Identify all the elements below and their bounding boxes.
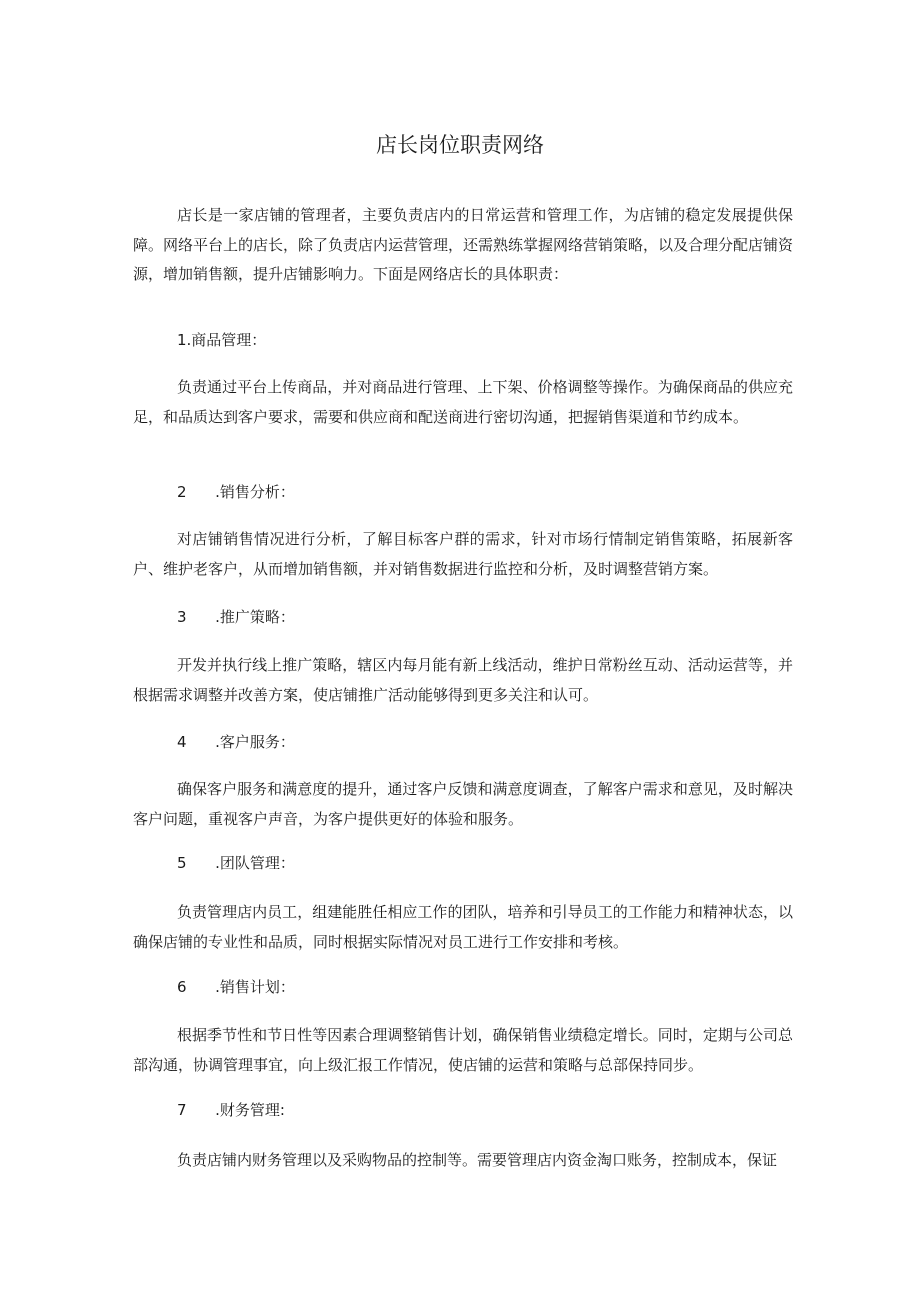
section-body-6: 根据季节性和节日性等因素合理调整销售计划，确保销售业绩稳定增长。同时，定期与公司总部沟通，协调管理事宜，向上级汇报工作情况，使店铺的运营和策略与总部保持同步。 <box>133 1026 793 1074</box>
section-heading-6: 6 .销售计划： <box>177 978 295 996</box>
section-heading-2: 2 .销售分析： <box>177 483 295 501</box>
section-body-1: 负责通过平台上传商品，并对商品进行管理、上下架、价格调整等操作。为确保商品的供应充足，和品质达到客户要求，需要和供应商和配送商进行密切沟通，把握销售渠道和节约成本。 <box>133 378 793 426</box>
intro-paragraph: 店长是一家店铺的管理者，主要负责店内的日常运营和管理工作，为店铺的稳定发展提供保障。网络平台上的店长，除了负责店内运营管理，还需熟练掌握网络营销策略，以及合理分配店铺资源，增加销售额，提升店铺影响力。下面是网络店长的具体职责： <box>133 206 794 283</box>
section-body-5: 负责管理店内员工，组建能胜任相应工作的团队，培养和引导员工的工作能力和精神状态，以确保店铺的专业性和品质，同时根据实际情况对员工进行工作安排和考核。 <box>133 903 793 951</box>
document-title: 店长岗位职责网络 <box>376 133 544 157</box>
section-body-2: 对店铺销售情况进行分析，了解目标客户群的需求，针对市场行情制定销售策略，拓展新客户、维护老客户，从而增加销售额，并对销售数据进行监控和分析，及时调整营销方案。 <box>133 530 793 578</box>
section-heading-5: 5 .团队管理： <box>177 854 295 872</box>
section-body-3: 开发并执行线上推广策略，辖区内每月能有新上线活动，维护日常粉丝互动、活动运营等，并根据需求调整并改善方案，使店铺推广活动能够得到更多关注和认可。 <box>133 656 793 704</box>
section-heading-4: 4 .客户服务： <box>177 733 295 751</box>
section-heading-7: 7 .财务管理: <box>177 1101 285 1119</box>
section-heading-1: 1.商品管理： <box>177 331 267 349</box>
section-body-7: 负责店铺内财务管理以及采购物品的控制等。需要管理店内资金淘口账务，控制成本，保证 <box>177 1151 778 1169</box>
section-heading-3: 3 .推广策略： <box>177 608 295 626</box>
section-body-4: 确保客户服务和满意度的提升，通过客户反馈和满意度调查，了解客户需求和意见，及时解决客户问题，重视客户声音，为客户提供更好的体验和服务。 <box>133 780 793 828</box>
